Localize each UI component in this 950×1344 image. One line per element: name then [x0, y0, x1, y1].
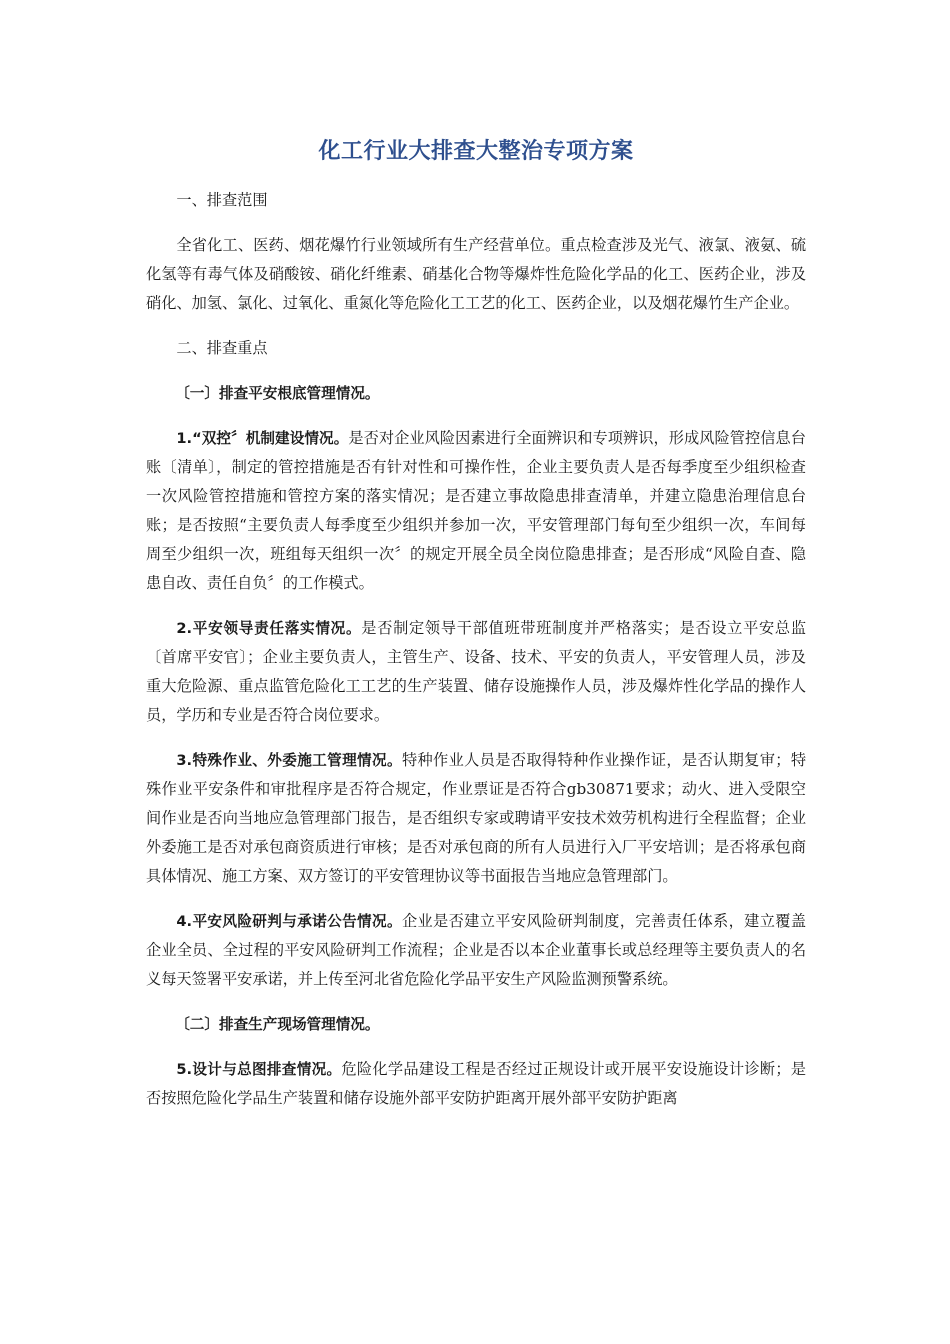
- item-1-paragraph: [146, 424, 806, 598]
- item-3-paragraph: [146, 746, 806, 891]
- item-3-body: 特种作业人员是否取得特种作业操作证，是否认期复审；特殊作业平安条件和审批程序是否符合规定，作业票证是否符合gb30871要求；动火、进入受限空间作业是否向当地应急管理部门报告，是否组织专家或聘请平安技术效劳机构进行全程监督；企业外委施工是否对承包商资质进行审核；是否对承包商的所有人员进行入厂平安培训；是否将承包商具体情况、施工方案、双方签订的平安管理协议等书面报告当地应急管理部门。: [146, 751, 807, 885]
- item-1-lead: 1.“双控〞机制建设情况。: [176, 430, 349, 447]
- item-1-body: 是否对企业风险因素进行全面辨识和专项辨识，形成风险管控信息台账〔清单〕，制定的管控措施是否有针对性和可操作性，企业主要负责人是否每季度至少组织检查一次风险管控措施和管控方案的落实情况；是否建立事故隐患排查清单，并建立隐患治理信息台账；是否按照“主要负责人每季度至少组织并参加一次，平安管理部门每旬至少组织一次，车间每周至少组织一次，班组每天组织一次〞的规定开展全员全岗位隐患排查；是否形成“风险自查、隐患自改、责任自负〞的工作模式。: [146, 429, 806, 592]
- item-2-paragraph: [146, 614, 806, 730]
- item-2-body: 是否制定领导干部值班带班制度并严格落实；是否设立平安总监〔首席平安官〕；企业主要负责人，主管生产、设备、技术、平安的负责人，平安管理人员，涉及重大危险源、重点监管危险化工工艺的生产装置、储存设施操作人员，涉及爆炸性化学品的操作人员，学历和专业是否符合岗位要求。: [146, 619, 807, 724]
- item-5-paragraph: [146, 1055, 806, 1113]
- item-5-lead: 5.设计与总图排查情况。: [176, 1061, 342, 1078]
- item-5-body: 危险化学品建设工程是否经过正规设计或开展平安设施设计诊断；是否按照危险化学品生产装置和储存设施外部平安防护距离开展外部平安防护距离: [146, 1060, 806, 1107]
- section-heading-focus: 二、排查重点: [176, 339, 268, 357]
- document-title: 化工行业大排查大整治专项方案: [318, 139, 634, 164]
- item-3-lead: 3.特殊作业、外委施工管理情况。: [176, 752, 402, 769]
- item-4-body: 企业是否建立平安风险研判制度，完善责任体系，建立覆盖企业全员、全过程的平安风险研判工作流程；企业是否以本企业董事长或总经理等主要负责人的名义每天签署平安承诺，并上传至河北省危险化学品平安生产风险监测预警系统。: [146, 912, 807, 988]
- item-2-lead: 2.平安领导责任落实情况。: [176, 620, 362, 637]
- scope-paragraph: 全省化工、医药、烟花爆竹行业领域所有生产经营单位。重点检查涉及光气、液氯、液氨、硫化氢等有毒气体及硝酸铵、硝化纤维素、硝基化合物等爆炸性危险化学品的化工、医药企业，涉及硝化、加氢、氯化、过氧化、重氮化等危险化工工艺的化工、医药企业，以及烟花爆竹生产企业。: [146, 236, 806, 312]
- subsection-heading-2: 〔二〕排查生产现场管理情况。: [175, 1016, 380, 1033]
- document-body: [146, 186, 806, 1129]
- section-heading-scope: 一、排查范围: [176, 191, 268, 209]
- item-4-lead: 4.平安风险研判与承诺公告情况。: [176, 913, 402, 930]
- subsection-heading-1: 〔一〕排查平安根底管理情况。: [175, 385, 380, 402]
- item-4-paragraph: [146, 907, 806, 994]
